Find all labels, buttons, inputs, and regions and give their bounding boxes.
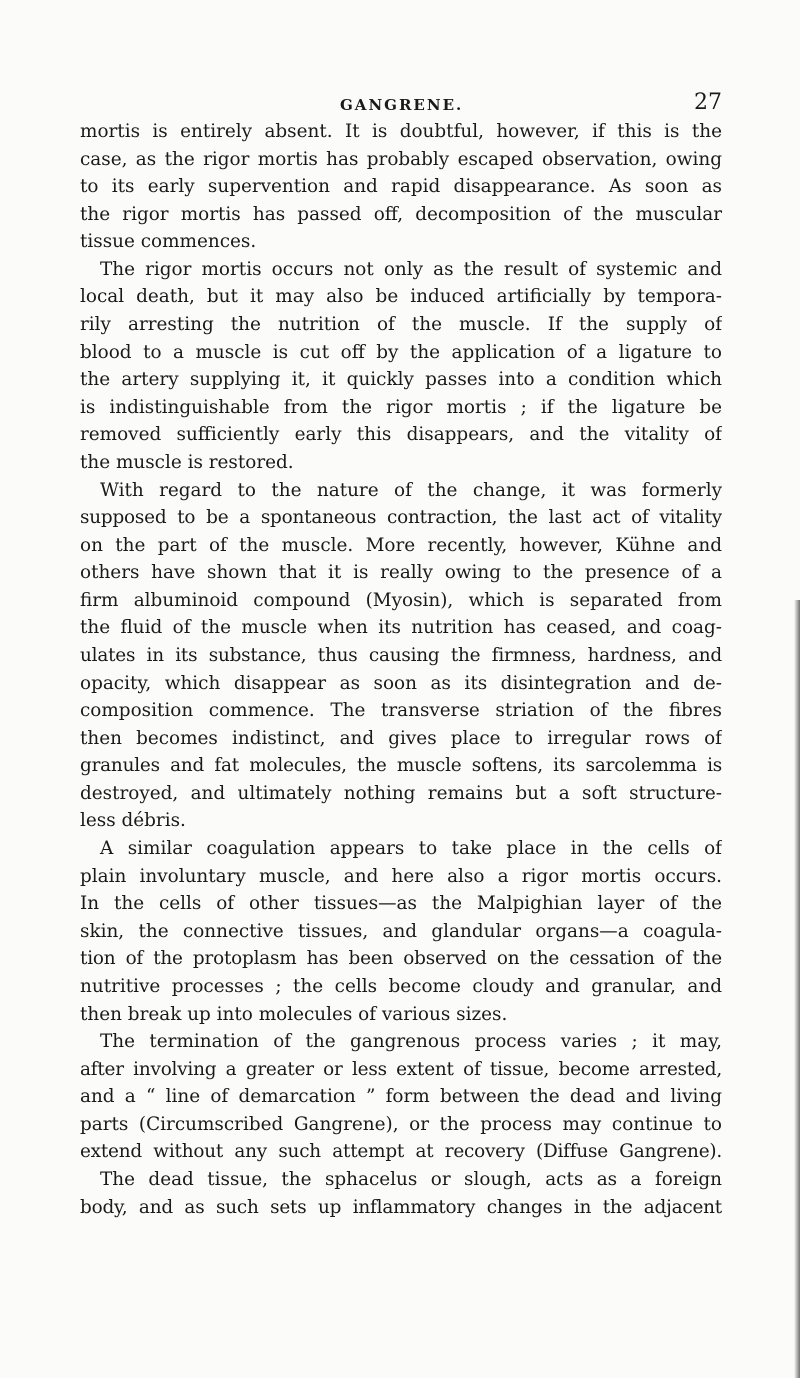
page-edge-shadow	[794, 600, 800, 1378]
text-line: the artery supplying it, it quickly passes into a condition which	[80, 369, 722, 391]
text-line: The rigor mortis occurs not only as the result of systemic and	[100, 258, 722, 280]
text-line: less débris.	[80, 810, 186, 832]
text-line: on the part of the muscle. More recently, however, Kühne and	[80, 534, 722, 556]
text-line: others have shown that it is really owing to the presence of a	[80, 562, 722, 584]
text-line: then break up into molecules of various sizes.	[80, 1003, 508, 1025]
text-line: The termination of the gangrenous process varies ; it may,	[100, 1031, 722, 1053]
text-line: then becomes indistinct, and gives place to irregular rows of	[80, 727, 722, 749]
text-line: opacity, which disappear as soon as its disintegration and de-	[80, 672, 722, 694]
text-line: and a “ line of demarcation ” form between the dead and living	[80, 1086, 722, 1108]
page-number: 27	[694, 90, 722, 115]
text-line: blood to a muscle is cut off by the application of a ligature to	[80, 341, 722, 363]
text-line: ulates in its substance, thus causing the firmness, hardness, and	[80, 644, 722, 666]
text-line: the muscle is restored.	[80, 451, 294, 473]
text-line: rily arresting the nutrition of the muscle. If the supply of	[80, 314, 722, 336]
text-line: firm albuminoid compound (Myosin), which is separated from	[80, 589, 722, 611]
text-line: the fluid of the muscle when its nutrition has ceased, and coag-	[80, 617, 722, 639]
text-line: composition commence. The transverse striation of the fibres	[80, 700, 722, 722]
text-line: granules and fat molecules, the muscle softens, its sarcolemma is	[80, 755, 722, 777]
text-line: With regard to the nature of the change, it was formerly	[100, 479, 722, 501]
text-line: removed sufficiently early this disappears, and the vitality of	[80, 424, 722, 446]
text-line: extend without any such attempt at recovery (Diffuse Gangrene).	[80, 1141, 722, 1163]
text-line: mortis is entirely absent. It is doubtful, however, if this is the	[80, 121, 722, 142]
text-line: parts (Circumscribed Gangrene), or the process may continue to	[80, 1113, 722, 1135]
text-line: destroyed, and ultimately nothing remains but a soft structure-	[80, 782, 722, 804]
text-line: the rigor mortis has passed off, decomposition of the muscular	[80, 203, 722, 225]
text-line: supposed to be a spontaneous contraction, the last act of vitality	[80, 507, 722, 529]
text-line: In the cells of other tissues—as the Malpighian layer of the	[80, 893, 722, 915]
text-line: tion of the protoplasm has been observed on the cessation of the	[80, 948, 722, 970]
text-line: to its early supervention and rapid disappearance. As soon as	[80, 176, 722, 198]
text-line: skin, the connective tissues, and glandular organs—a coagula-	[80, 920, 722, 942]
text-line: body, and as such sets up inflammatory changes in the adjacent	[80, 1196, 722, 1218]
text-line: nutritive processes ; the cells become cloudy and granular, and	[80, 975, 722, 997]
text-line: local death, but it may also be induced artificially by tempora-	[80, 286, 722, 308]
text-line: plain involuntary muscle, and here also a rigor mortis occurs.	[80, 865, 722, 887]
running-title: GANGRENE.	[340, 96, 464, 114]
text-line: The dead tissue, the sphacelus or slough, acts as a foreign	[100, 1168, 722, 1190]
text-line: A similar coagulation appears to take place in the cells of	[100, 838, 722, 860]
text-line: is indistinguishable from the rigor mortis ; if the ligature be	[80, 396, 722, 418]
text-line: tissue commences.	[80, 231, 257, 253]
text-line: after involving a greater or less extent of tissue, become arrested,	[80, 1058, 722, 1080]
body-text	[80, 118, 722, 1221]
text-line: case, as the rigor mortis has probably escaped observation, owing	[80, 148, 722, 170]
